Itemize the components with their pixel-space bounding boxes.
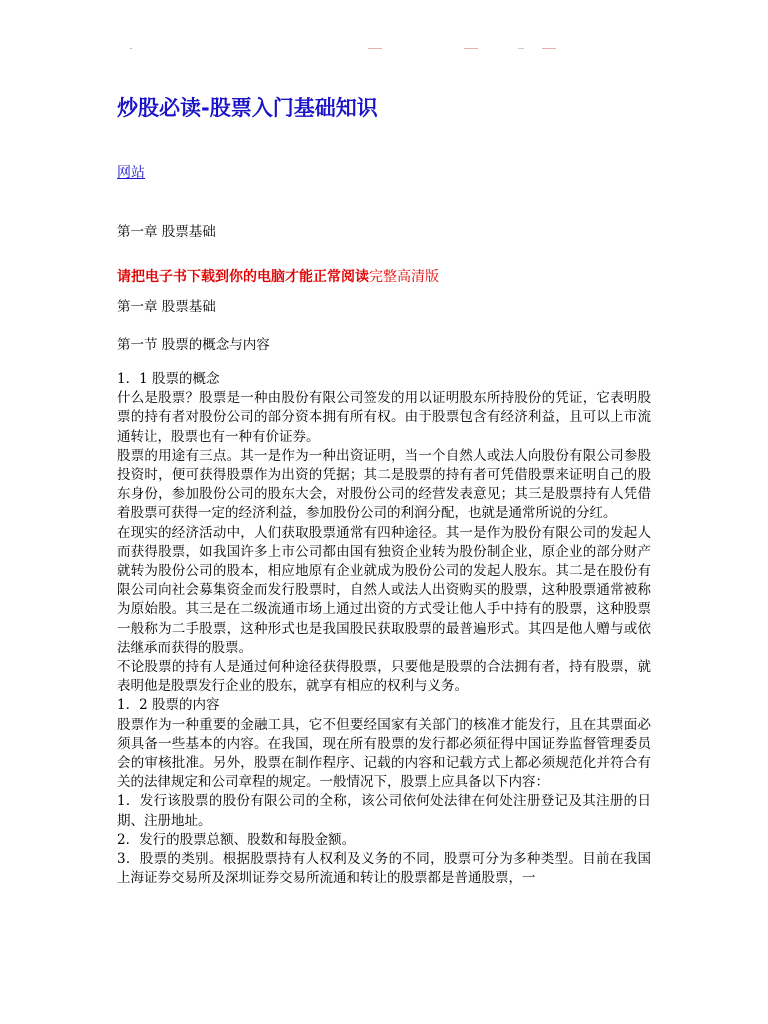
section-heading: 第一节 股票的概念与内容 [117,337,270,353]
chapter-heading-repeat: 第一章 股票基础 [117,299,216,315]
subsection-heading: 1．2 股票的内容 [117,697,220,714]
body-text [117,370,651,888]
chapter-heading: 第一章 股票基础 [117,224,216,240]
paragraph: 1．发行该股票的股份有限公司的全称，该公司依何处法律在何处注册登记及其注册的日期、注册地址。 [117,793,651,829]
paragraph: 3．股票的类别。根据股票持有人权利及义务的不同，股票可分为多种类型。目前在我国上海证券交易所及深圳证券交易所流通和转让的股票都是普通股票，一 [117,851,651,887]
download-notice [117,266,439,286]
paragraph: 股票作为一种重要的金融工具，它不但要经国家有关部门的核准才能发行，且在其票面必须具备一些基本的内容。在我国，现在所有股票的发行都必须征得中国证券监督管理委员会的审核批准。另外，股票在制作程序、记载的内容和记载方式上都必须规范化并符合有关的法律规定和公司章程的规定。一般情况下，股票上应具备以下内容： [117,716,651,791]
paragraph: 在现实的经济活动中，人们获取股票通常有四种途径。其一是作为股份有限公司的发起人而获得股票，如我国许多上市公司都由国有独资企业转为股份制企业，原企业的部分财产就转为股份公司的股本，相应地原有企业就成为股份公司的发起人股东。其二是在股份有限公司向社会募集资金而发行股票时，自然人或法人出资购买的股票，这种股票通常被称为原始股。其三是在二级流通市场上通过出资的方式受让他人手中持有的股票，这种股票一般称为二手股票，这种形式也是我国股民获取股票的最普遍形式。其四是他人赠与或依法继承而获得的股票。 [117,524,651,656]
subsection-heading: 1．1 股票的概念 [117,371,220,387]
paragraph: 2．发行的股票总额、股数和每股金额。 [117,831,356,848]
header-mark [130,48,132,49]
header-mark [464,48,478,49]
header-marks [0,36,768,46]
download-notice-normal: 完整高清版 [369,269,439,285]
header-mark [368,48,382,49]
paragraph: 不论股票的持有人是通过何种途径获得股票，只要他是股票的合法拥有者，持有股票，就表明他是股票发行企业的股东，就享有相应的权利与义务。 [117,659,651,695]
paragraph: 什么是股票？股票是一种由股份有限公司签发的用以证明股东所持股份的凭证，它表明股票的持有者对股份公司的部分资本拥有所有权。由于股票包含有经济利益，且可以上市流通转让，股票也有一种有价证券。 [117,390,651,445]
document-title: 炒股必读-股票入门基础知识 [117,96,378,120]
website-link[interactable]: 网站 [117,165,145,181]
header-mark [518,48,524,49]
header-mark [542,48,556,49]
paragraph: 股票的用途有三点。其一是作为一种出资证明，当一个自然人或法人向股份有限公司参股投资时，便可获得股票作为出资的凭据；其二是股票的持有者可凭借股票来证明自己的股东身份，参加股份公司的股东大会，对股份公司的经营发表意见；其三是股票持有人凭借着股票可获得一定的经济利益，参加股份公司的利润分配，也就是通常所说的分红。 [117,447,651,522]
download-notice-bold: 请把电子书下载到你的电脑才能正常阅读 [117,269,369,285]
